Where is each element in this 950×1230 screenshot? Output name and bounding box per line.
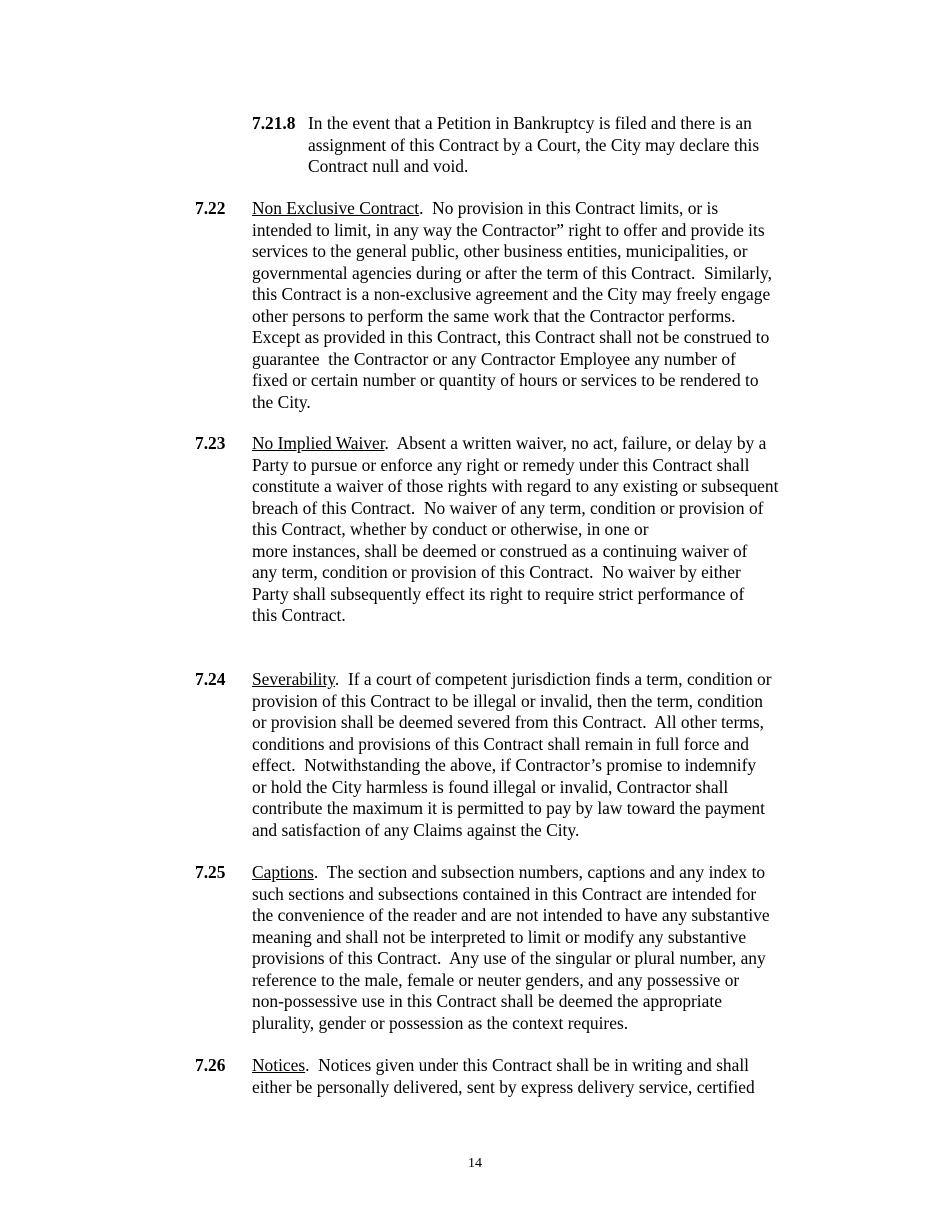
section-text: . No provision in this Contract limits, or is (419, 198, 719, 218)
section-text-line: fixed or certain number or quantity of hours or services to be rendered to (252, 370, 759, 390)
section-caption: Severability (252, 669, 335, 689)
section-text-line: either be personally delivered, sent by express delivery service, certified (252, 1076, 755, 1097)
section-text-line: conditions and provisions of this Contract shall remain in full force and (252, 733, 749, 754)
section-text-line: or provision shall be deemed severed from this Contract. All other terms, (252, 712, 764, 732)
section-text-line: this Contract. (252, 605, 346, 625)
section-text-line: this Contract is a non-exclusive agreement and the City may freely engage (252, 284, 771, 304)
section-text-line: provisions of this Contract. Any use of the singular or plural number, any (252, 948, 766, 968)
section-text-line: the convenience of the reader and are not intended to have any substantive (252, 905, 770, 925)
page-number: 14 (468, 1156, 482, 1171)
section-text: . Absent a written waiver, no act, failure, or delay by a (384, 433, 767, 453)
section-text-line: Party to pursue or enforce any right or remedy under this Contract shall (252, 454, 750, 475)
section-caption: Non Exclusive Contract (252, 198, 420, 218)
section-text-line: contribute the maximum it is permitted to pay by law toward the payment (252, 798, 765, 818)
section-text-line: intended to limit, in any way the Contractor” right to offer and provide its (252, 219, 765, 240)
section-text: . The section and subsection numbers, captions and any index to (313, 862, 766, 882)
section-first-line (252, 862, 765, 883)
section-text-line: meaning and shall not be interpreted to limit or modify any substantive (252, 926, 747, 947)
section-text-line: services to the general public, other business entities, municipalities, or (252, 241, 748, 261)
section-number: 7.23 (195, 433, 226, 453)
section-text-line: provision of this Contract to be illegal or invalid, then the term, condition (252, 690, 763, 711)
section-text-line: any term, condition or provision of this Contract. No waiver by either (252, 562, 741, 582)
section-text-line: such sections and subsections contained in this Contract are intended for (252, 883, 757, 904)
section-text-line: effect. Notwithstanding the above, if Contractor’s promise to indemnify (252, 755, 757, 775)
section-first-line (252, 198, 718, 219)
section-text: . If a court of competent jurisdiction finds a term, condition or (334, 669, 772, 689)
section-text-line: breach of this Contract. No waiver of any term, condition or provision of (252, 497, 764, 518)
section-caption: Notices (252, 1055, 306, 1075)
section-text-line: other persons to perform the same work that the Contractor performs. (252, 305, 736, 326)
section-text-line: assignment of this Contract by a Court, the City may declare this (308, 134, 760, 155)
section-text-line: and satisfaction of any Claims against the City. (252, 819, 580, 840)
section-text-line: Contract null and void. (308, 156, 469, 176)
section-first-line (252, 669, 772, 690)
section-first-line (252, 1055, 749, 1076)
section-text-line: this Contract, whether by conduct or otherwise, in one or (252, 519, 649, 539)
section-text-line: plurality, gender or possession as the context requires. (252, 1012, 629, 1033)
section-number: 7.21.8 (252, 113, 296, 133)
section-text-line: the City. (252, 391, 311, 412)
section-text-line: Party shall subsequently effect its right to require strict performance of (252, 583, 745, 604)
section-text-line: governmental agencies during or after the term of this Contract. Similarly, (252, 262, 772, 283)
section-first-line (252, 433, 766, 454)
section-text-line: In the event that a Petition in Bankruptcy is filed and there is an (308, 113, 752, 133)
section-text: . Notices given under this Contract shall be in writing and shall (305, 1055, 749, 1075)
section-text-line: guarantee the Contractor or any Contractor Employee any number of (252, 348, 736, 369)
section-caption: No Implied Waiver (252, 433, 385, 453)
section-text-line: or hold the City harmless is found illegal or invalid, Contractor shall (252, 776, 729, 797)
section-text-line: reference to the male, female or neuter genders, and any possessive or (252, 969, 740, 990)
section-caption: Captions (252, 862, 314, 882)
section-number: 7.24 (195, 669, 226, 689)
section-number: 7.26 (195, 1055, 226, 1075)
section-text-line: Except as provided in this Contract, this Contract shall not be construed to (252, 327, 770, 347)
section-text-line: more instances, shall be deemed or construed as a continuing waiver of (252, 540, 748, 561)
section-text-line: constitute a waiver of those rights with regard to any existing or subsequent (252, 476, 779, 496)
section-text-line: non-possessive use in this Contract shall be deemed the appropriate (252, 991, 722, 1011)
section-number: 7.25 (195, 862, 226, 882)
section-number: 7.22 (195, 198, 226, 218)
